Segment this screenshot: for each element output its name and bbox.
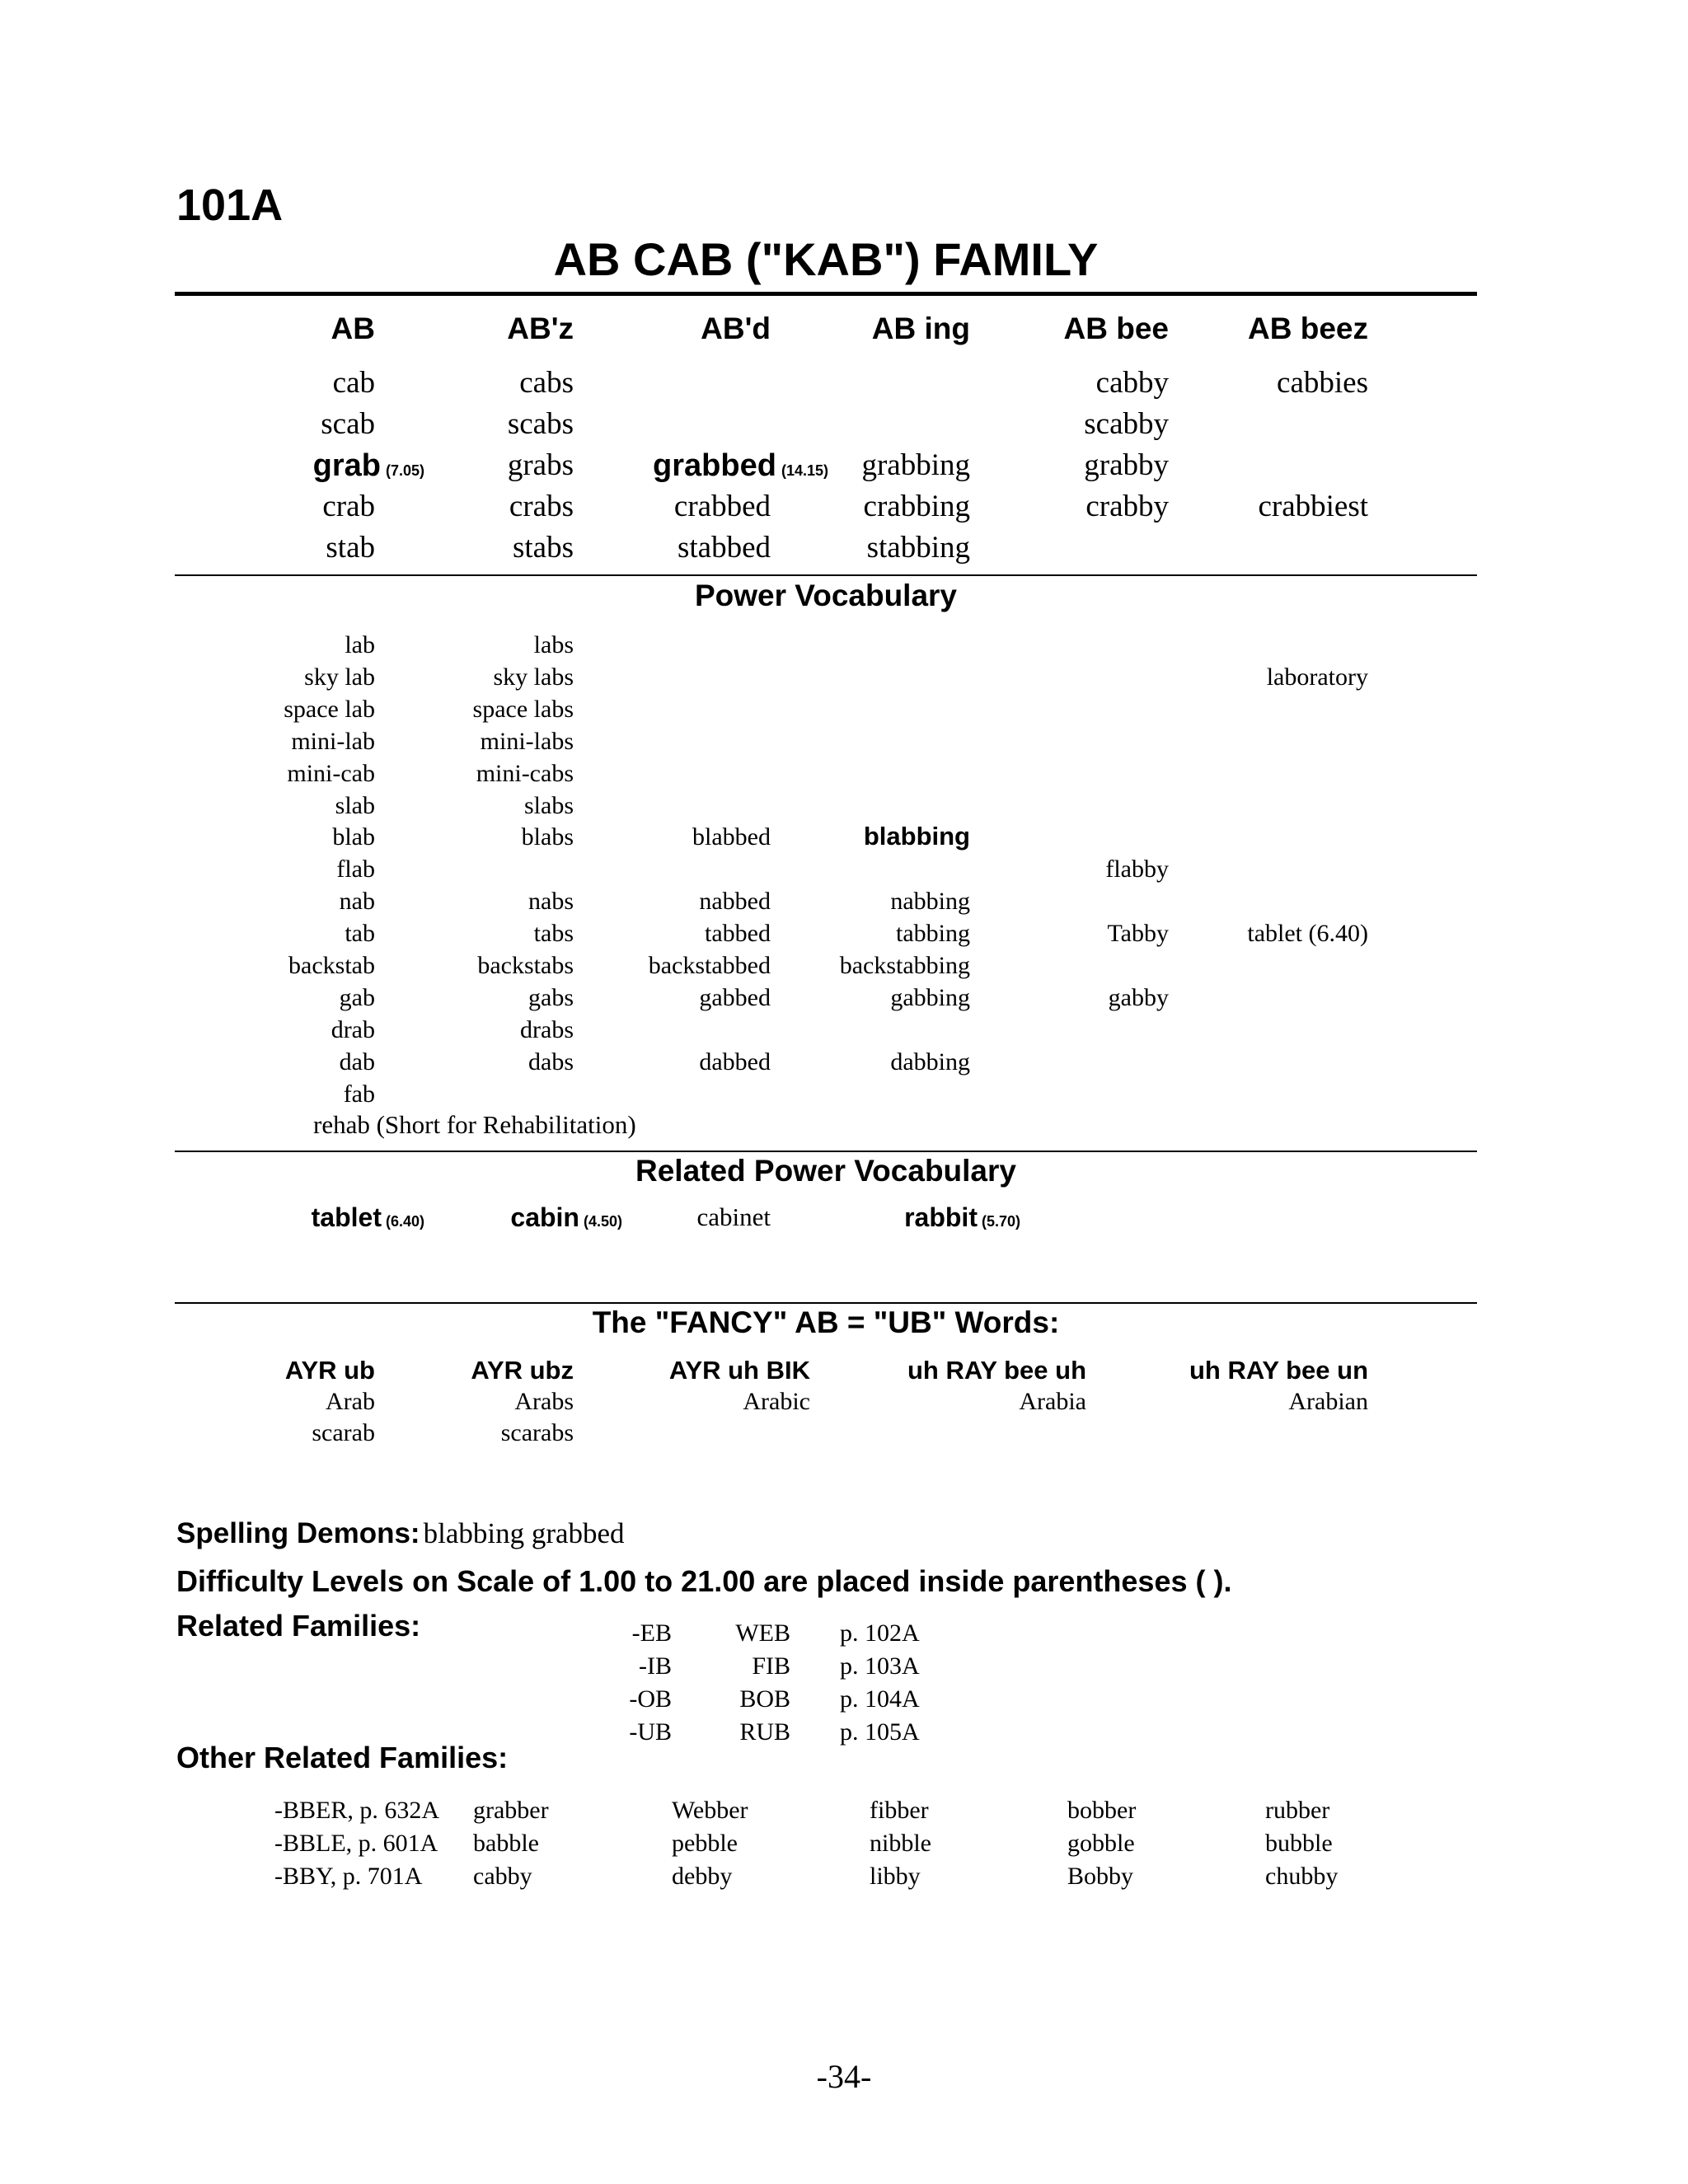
column-header: AB beez bbox=[1248, 312, 1368, 345]
power-word: slab bbox=[335, 792, 375, 819]
power-word: blabs bbox=[521, 823, 574, 851]
fancy-word: Arabia bbox=[1019, 1388, 1086, 1415]
family-suffix: -UB bbox=[629, 1718, 672, 1746]
related-vocab-word: rabbit bbox=[904, 1202, 978, 1232]
fancy-header: AYR ubz bbox=[471, 1356, 574, 1385]
other-family-word: pebble bbox=[672, 1830, 738, 1857]
main-word: stabs bbox=[513, 531, 574, 565]
power-word: space labs bbox=[472, 696, 574, 723]
power-word: sky labs bbox=[493, 663, 574, 691]
power-word: tabbed bbox=[705, 920, 771, 947]
other-family-word: bobber bbox=[1067, 1797, 1137, 1824]
power-word: lab bbox=[345, 631, 375, 658]
family-word: FIB bbox=[752, 1652, 790, 1680]
fancy-word: Arab bbox=[326, 1388, 375, 1415]
rehab-line: rehab (Short for Rehabilitation) bbox=[313, 1110, 636, 1139]
column-header: AB bee bbox=[1063, 312, 1169, 345]
other-family-ref: -BBLE, p. 601A bbox=[274, 1830, 438, 1857]
fancy-word: Arabian bbox=[1288, 1388, 1368, 1415]
power-word: backstabbed bbox=[648, 952, 771, 979]
power-word: backstabbing bbox=[839, 952, 970, 979]
main-word: crabby bbox=[1085, 490, 1169, 523]
other-family-word: babble bbox=[473, 1830, 539, 1857]
power-word: flab bbox=[336, 855, 375, 883]
family-page-ref: p. 102A bbox=[840, 1619, 920, 1647]
column-header: AB ing bbox=[871, 312, 970, 345]
spelling-demons-words: blabbing grabbed bbox=[423, 1517, 625, 1549]
power-word: dab bbox=[339, 1048, 375, 1076]
power-word: gabbed bbox=[699, 984, 771, 1011]
difficulty-note: Difficulty Levels on Scale of 1.00 to 21.00 are placed inside parentheses ( ). bbox=[176, 1564, 1232, 1598]
page-number: -34- bbox=[816, 2058, 872, 2095]
main-word: grabbed bbox=[653, 448, 776, 483]
other-family-word: bubble bbox=[1265, 1830, 1333, 1857]
power-word: backstabs bbox=[477, 952, 574, 979]
power-word: gabs bbox=[528, 984, 574, 1011]
other-family-ref: -BBY, p. 701A bbox=[274, 1863, 423, 1890]
rule-related-vocab bbox=[175, 1151, 1477, 1152]
related-vocab-word: cabinet bbox=[696, 1202, 771, 1231]
family-page-ref: p. 105A bbox=[840, 1718, 920, 1746]
power-word: tablet (6.40) bbox=[1247, 920, 1368, 947]
word-with-difficulty bbox=[313, 448, 424, 484]
main-word: stabbed bbox=[677, 531, 771, 565]
related-vocab-item bbox=[904, 1202, 1020, 1233]
main-word: cabs bbox=[519, 366, 574, 400]
spelling-demons bbox=[176, 1517, 625, 1550]
main-word: cab bbox=[332, 366, 375, 400]
other-family-word: rubber bbox=[1265, 1797, 1330, 1824]
difficulty-level: (4.50) bbox=[583, 1213, 622, 1230]
power-word: blabbed bbox=[692, 823, 771, 851]
family-suffix: -OB bbox=[629, 1685, 672, 1713]
word-with-difficulty bbox=[653, 448, 828, 484]
power-word: sky lab bbox=[304, 663, 375, 691]
fancy-header: uh RAY bee uh bbox=[907, 1356, 1086, 1385]
other-family-word: Webber bbox=[672, 1797, 748, 1824]
main-word: stab bbox=[326, 531, 375, 565]
family-word: WEB bbox=[735, 1619, 790, 1647]
column-header: AB'd bbox=[701, 312, 771, 345]
fancy-word: Arabs bbox=[514, 1388, 574, 1415]
related-vocab-word: cabin bbox=[510, 1202, 579, 1232]
other-families-label: Other Related Families: bbox=[176, 1741, 509, 1774]
difficulty-level: (14.15) bbox=[781, 462, 828, 479]
family-title: AB CAB ("KAB") FAMILY bbox=[553, 233, 1099, 285]
power-word: gabby bbox=[1108, 984, 1169, 1011]
related-vocab-item bbox=[312, 1202, 424, 1233]
column-header: AB'z bbox=[507, 312, 574, 345]
related-vocabulary-heading: Related Power Vocabulary bbox=[635, 1154, 1016, 1188]
difficulty-level: (7.05) bbox=[385, 462, 424, 479]
family-word: RUB bbox=[739, 1718, 790, 1746]
power-word: tab bbox=[345, 920, 375, 947]
family-page-ref: p. 103A bbox=[840, 1652, 920, 1680]
main-word: cabby bbox=[1095, 366, 1169, 400]
power-word: labs bbox=[533, 631, 574, 658]
page-code: 101A bbox=[176, 180, 284, 230]
power-word: nab bbox=[339, 888, 375, 915]
main-word: scabs bbox=[507, 407, 574, 441]
other-family-word: chubby bbox=[1265, 1863, 1339, 1890]
related-families-label: Related Families: bbox=[176, 1609, 421, 1643]
power-word: mini-labs bbox=[480, 728, 574, 755]
power-word: nabbing bbox=[890, 888, 970, 915]
main-word: crab bbox=[322, 490, 375, 523]
other-family-word: Bobby bbox=[1067, 1863, 1134, 1890]
power-word: drab bbox=[331, 1016, 375, 1043]
related-vocab-item bbox=[510, 1202, 622, 1233]
power-word: drabs bbox=[520, 1016, 574, 1043]
power-word: gab bbox=[339, 984, 375, 1011]
power-word: nabbed bbox=[699, 888, 771, 915]
fancy-words-heading: The "FANCY" AB = "UB" Words: bbox=[592, 1305, 1060, 1339]
other-family-word: grabber bbox=[473, 1797, 549, 1824]
power-word: tabs bbox=[533, 920, 574, 947]
power-word: gabbing bbox=[890, 984, 970, 1011]
power-word: dabs bbox=[528, 1048, 574, 1076]
power-word: backstab bbox=[288, 952, 375, 979]
power-word: dabbed bbox=[699, 1048, 771, 1076]
fancy-header: AYR uh BIK bbox=[668, 1356, 810, 1385]
difficulty-level: (5.70) bbox=[981, 1213, 1020, 1230]
power-vocabulary-heading: Power Vocabulary bbox=[694, 579, 958, 612]
power-word: flabby bbox=[1105, 855, 1169, 883]
main-word: grabbing bbox=[861, 448, 970, 482]
fancy-header: AYR ub bbox=[284, 1356, 375, 1385]
power-word: blabbing bbox=[863, 822, 970, 851]
fancy-word: scarabs bbox=[500, 1419, 574, 1446]
column-header: AB bbox=[331, 312, 375, 345]
power-word: Tabby bbox=[1107, 920, 1169, 947]
main-word: crabbing bbox=[863, 490, 970, 523]
main-word: crabbiest bbox=[1258, 490, 1368, 523]
family-suffix: -IB bbox=[639, 1652, 672, 1680]
related-vocab-item bbox=[696, 1202, 771, 1232]
power-word: laboratory bbox=[1266, 663, 1368, 691]
power-word: nabs bbox=[528, 888, 574, 915]
main-word: grabs bbox=[507, 448, 574, 482]
rule-power-vocab bbox=[175, 574, 1477, 576]
other-family-word: fibber bbox=[870, 1797, 929, 1824]
fancy-word: Arabic bbox=[743, 1388, 810, 1415]
power-word: slabs bbox=[524, 792, 574, 819]
main-word: cabbies bbox=[1277, 366, 1368, 400]
difficulty-level: (6.40) bbox=[385, 1213, 424, 1230]
rule-fancy bbox=[175, 1302, 1477, 1304]
main-word: stabbing bbox=[866, 531, 970, 565]
family-suffix: -EB bbox=[631, 1619, 672, 1647]
other-family-word: debby bbox=[672, 1863, 733, 1890]
power-word: blab bbox=[332, 823, 375, 851]
power-word: mini-lab bbox=[291, 728, 375, 755]
power-word: mini-cab bbox=[287, 760, 375, 787]
power-word: tabbing bbox=[896, 920, 970, 947]
power-word: dabbing bbox=[890, 1048, 970, 1076]
family-page-ref: p. 104A bbox=[840, 1685, 920, 1713]
main-word: grab bbox=[312, 448, 381, 483]
power-word: fab bbox=[343, 1080, 375, 1108]
power-word: mini-cabs bbox=[476, 760, 574, 787]
main-word: scabby bbox=[1084, 407, 1169, 441]
related-vocab-word: tablet bbox=[311, 1202, 382, 1232]
main-word: crabs bbox=[509, 490, 574, 523]
title-rule bbox=[175, 292, 1477, 296]
fancy-header: uh RAY bee un bbox=[1189, 1356, 1368, 1385]
other-family-word: cabby bbox=[473, 1863, 532, 1890]
fancy-word: scarab bbox=[312, 1419, 375, 1446]
main-word: crabbed bbox=[673, 490, 771, 523]
other-family-word: libby bbox=[870, 1863, 921, 1890]
other-family-word: nibble bbox=[870, 1830, 931, 1857]
power-word: space lab bbox=[284, 696, 375, 723]
family-word: BOB bbox=[739, 1685, 790, 1713]
main-word: grabby bbox=[1084, 448, 1169, 482]
other-family-ref: -BBER, p. 632A bbox=[274, 1797, 440, 1824]
other-family-word: gobble bbox=[1067, 1830, 1135, 1857]
spelling-demons-label: Spelling Demons: bbox=[176, 1517, 420, 1549]
main-word: scab bbox=[321, 407, 375, 441]
